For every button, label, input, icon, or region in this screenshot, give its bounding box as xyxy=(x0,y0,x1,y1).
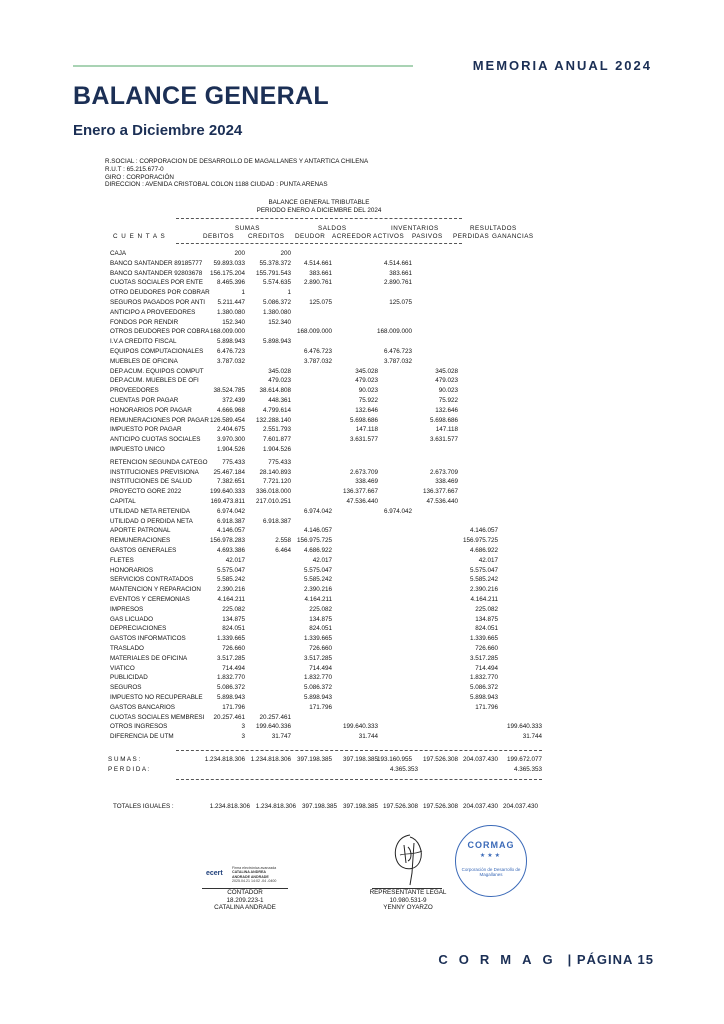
row-debitos-value: 8.465.396 xyxy=(216,279,245,287)
row-acreedor-value: 5.698.686 xyxy=(349,416,378,424)
row-debitos-value: 5.898.943 xyxy=(216,694,245,701)
row-debitos-value: 1 xyxy=(241,289,245,297)
row-account-name: IMPUESTO UNICO xyxy=(110,446,165,453)
row-account-name: MANTENCION Y REPARACION xyxy=(110,586,201,594)
row-debitos-value: 5.575.047 xyxy=(216,566,245,574)
row-debitos-value: 2.404.675 xyxy=(216,426,245,434)
row-account-name: BANCO SANTANDER 92803678 xyxy=(110,269,203,277)
row-account-name: OTROS INGRESOS xyxy=(110,723,168,731)
row-perdidas-value: 156.975.725 xyxy=(462,537,498,545)
row-deudor-value: 714.494 xyxy=(309,664,332,672)
row-account-name: DIFERENCIA DE UTM xyxy=(110,733,174,741)
row-activos-value: 6.476.723 xyxy=(383,348,412,355)
row-debitos-value: 2.390.216 xyxy=(216,586,245,594)
sumas-bottom-rule xyxy=(176,779,542,780)
row-perdidas-value: 1.832.770 xyxy=(469,674,498,682)
row-perdidas-value: 1.339.665 xyxy=(469,635,498,643)
row-activos-value: 383.661 xyxy=(389,269,412,277)
row-debitos-value: 4.146.057 xyxy=(216,527,245,535)
row-pasivos-value: 338.469 xyxy=(435,478,458,486)
totales-activos-value: 197.526.308 xyxy=(382,803,418,810)
sumas-deudor-value: 397.198.385 xyxy=(296,756,332,763)
row-account-name: DEPRECIACIONES xyxy=(110,625,167,633)
row-account-name: MATERIALES DE OFICINA xyxy=(110,654,188,662)
row-pasivos-value: 147.118 xyxy=(435,426,458,434)
row-creditos-value: 28.140.893 xyxy=(259,468,291,476)
row-perdidas-value: 4.686.922 xyxy=(469,547,498,554)
row-deudor-value: 156.975.725 xyxy=(296,537,332,545)
row-pasivos-value: 75.922 xyxy=(438,397,458,404)
col-deudor: DEUDOR xyxy=(295,233,326,240)
row-account-name: UTILIDAD NETA RETENIDA xyxy=(110,507,191,515)
row-deudor-value: 4.686.922 xyxy=(303,547,332,554)
row-creditos-value: 2.558 xyxy=(275,537,291,545)
row-perdidas-value: 5.575.047 xyxy=(469,566,498,574)
company-name: R.SOCIAL : CORPORACION DE DESARROLLO DE MAGALLANES Y ANTARTICA CHILENA xyxy=(105,158,369,165)
row-acreedor-value: 479.023 xyxy=(355,377,378,385)
row-creditos-value: 448.361 xyxy=(268,397,291,404)
row-acreedor-value: 90.023 xyxy=(358,387,378,395)
row-deudor-value: 42.017 xyxy=(312,556,332,564)
row-account-name: MUEBLES DE OFICINA xyxy=(110,357,178,365)
row-deudor-value: 5.585.242 xyxy=(303,576,332,584)
row-deudor-value: 2.890.761 xyxy=(303,279,332,287)
row-activos-value: 4.514.661 xyxy=(383,259,412,267)
contador-name: CATALINA ANDRADE xyxy=(214,904,276,912)
row-debitos-value: 5.211.447 xyxy=(217,299,245,306)
row-creditos-value: 345.028 xyxy=(268,367,291,375)
col-creditos: CREDITOS xyxy=(248,233,285,240)
row-account-name: OTROS DEUDORES POR COBRA xyxy=(110,328,210,336)
row-deudor-value: 4.164.211 xyxy=(304,596,332,603)
row-perdidas-value: 134.875 xyxy=(475,615,498,623)
stamp-stars: ★★★ xyxy=(479,852,503,859)
row-creditos-value: 6.464 xyxy=(275,547,291,554)
page-title: BALANCE GENERAL xyxy=(73,82,329,110)
row-debitos-value: 6.476.723 xyxy=(216,348,245,355)
row-debitos-value: 775.433 xyxy=(222,458,245,466)
row-account-name: PROYECTO GORE 2022 xyxy=(110,488,182,496)
row-pasivos-value: 3.631.577 xyxy=(429,436,458,444)
row-perdidas-value: 3.517.285 xyxy=(469,654,498,662)
row-debitos-value: 7.382.651 xyxy=(216,478,245,486)
ecert-line: ANDRADE ANDRADE xyxy=(232,874,269,879)
row-acreedor-value: 2.673.709 xyxy=(349,468,378,476)
row-debitos-value: 225.082 xyxy=(222,605,245,613)
row-debitos-value: 168.009.000 xyxy=(209,328,245,336)
row-acreedor-value: 199.640.333 xyxy=(342,723,378,731)
ecert-text xyxy=(232,866,276,883)
totales-creditos-value: 1.234.818.306 xyxy=(255,803,296,810)
row-account-name: ANTICIPO CUOTAS SOCIALES xyxy=(110,436,201,444)
row-acreedor-value: 75.922 xyxy=(358,397,378,404)
handwritten-signature xyxy=(388,833,432,887)
sumas-top-rule xyxy=(176,750,542,751)
totales-label: TOTALES IGUALES : xyxy=(113,803,174,810)
row-deudor-value: 5.898.943 xyxy=(303,694,332,701)
sumas-perdidas-value: 204.037.430 xyxy=(462,756,498,763)
company-info xyxy=(105,158,368,189)
row-debitos-value: 156.175.204 xyxy=(209,269,245,277)
row-creditos-value: 479.023 xyxy=(268,377,291,385)
row-creditos-value: 152.340 xyxy=(268,318,291,326)
row-debitos-value: 25.467.184 xyxy=(213,468,245,476)
row-activos-value: 6.974.042 xyxy=(383,507,412,515)
col-group-resultados: RESULTADOS xyxy=(470,225,517,232)
row-debitos-value: 5.898.943 xyxy=(216,338,245,346)
company-giro: GIRO : CORPORACIÓN xyxy=(105,173,174,181)
row-account-name: INSTITUCIONES PREVISIONA xyxy=(110,468,199,476)
row-account-name: TRASLADO xyxy=(110,645,144,652)
row-creditos-value: 336.018.000 xyxy=(255,488,291,496)
row-debitos-value: 3 xyxy=(241,723,245,731)
row-debitos-value: 156.978.283 xyxy=(209,537,245,545)
row-creditos-value: 7.601.877 xyxy=(262,436,291,444)
row-creditos-value: 1.380.080 xyxy=(262,308,291,316)
row-perdidas-value: 4.164.211 xyxy=(470,596,498,603)
row-account-name: FLETES xyxy=(110,556,134,564)
row-deudor-value: 5.575.047 xyxy=(303,566,332,574)
row-deudor-value: 6.476.723 xyxy=(303,348,332,355)
row-creditos-value: 7.721.120 xyxy=(262,478,291,486)
totales-debitos-value: 1.234.818.306 xyxy=(209,803,250,810)
sumas-creditos-value: 1.234.818.306 xyxy=(250,756,291,763)
row-creditos-value: 5.086.372 xyxy=(262,299,291,306)
header-divider xyxy=(73,65,413,67)
row-deudor-value: 824.051 xyxy=(309,625,332,633)
row-deudor-value: 1.832.770 xyxy=(303,674,332,682)
representante-rut: 10.980.531-9 xyxy=(389,896,427,904)
row-account-name: ANTICIPO A PROVEEDORES xyxy=(110,308,196,316)
row-creditos-value: 155.791.543 xyxy=(255,269,291,277)
row-account-name: OTRO DEUDORES POR COBRAR xyxy=(110,289,210,297)
row-debitos-value: 1.904.526 xyxy=(216,446,245,453)
row-creditos-value: 20.257.461 xyxy=(259,713,291,721)
row-deudor-value: 225.082 xyxy=(309,605,332,613)
page-footer xyxy=(438,952,654,967)
stamp-text: Corporación de Desarrollo de Magallanes xyxy=(461,866,521,877)
row-acreedor-value: 3.631.577 xyxy=(349,436,378,444)
col-cuentas: C U E N T A S xyxy=(113,233,166,240)
row-creditos-value: 6.918.387 xyxy=(262,517,291,525)
row-activos-value: 168.009.000 xyxy=(376,328,412,336)
col-activos: ACTIVOS xyxy=(373,233,405,240)
contador-role: CONTADOR xyxy=(227,889,263,896)
totales-acreedor-value: 397.198.385 xyxy=(342,803,378,810)
row-account-name: HONORARIOS POR PAGAR xyxy=(110,406,192,414)
representante-name: YENNY OYARZO xyxy=(383,904,433,912)
row-pasivos-value: 132.646 xyxy=(435,406,458,414)
row-account-name: IMPRESOS xyxy=(110,605,144,613)
row-account-name: GASTOS INFORMATICOS xyxy=(110,635,186,643)
row-account-name: HONORARIOS xyxy=(110,566,154,574)
row-acreedor-value: 345.028 xyxy=(355,367,378,375)
footer-brand: CORMAG xyxy=(438,952,564,967)
stamp-name: CORMAG xyxy=(467,839,515,850)
row-pasivos-value: 345.028 xyxy=(435,367,458,375)
row-pasivos-value: 47.536.440 xyxy=(426,498,458,505)
row-account-name: EVENTOS Y CEREMONIAS xyxy=(110,596,190,603)
row-deudor-value: 125.075 xyxy=(309,299,332,306)
header-top-rule xyxy=(176,218,462,219)
row-creditos-value: 200 xyxy=(280,250,291,257)
row-debitos-value: 4.693.386 xyxy=(216,547,245,554)
row-acreedor-value: 47.536.440 xyxy=(346,498,378,505)
row-account-name: PUBLICIDAD xyxy=(110,674,148,682)
ecert-signature-badge xyxy=(206,866,286,888)
row-debitos-value: 171.796 xyxy=(222,703,245,711)
col-debitos: DEBITOS xyxy=(203,233,235,240)
row-account-name: CUOTAS SOCIALES MEMBRESI xyxy=(110,713,205,721)
company-address: DIRECCION : AVENIDA CRISTOBAL COLON 1188 CIUDAD : PUNTA ARENAS xyxy=(105,181,328,189)
row-account-name: DEP.ACUM. MUEBLES DE OFI xyxy=(110,377,199,385)
row-activos-value: 2.890.761 xyxy=(383,279,412,287)
row-account-name: CUENTAS POR PAGAR xyxy=(110,397,179,404)
cormag-stamp xyxy=(455,825,527,897)
page-subtitle: Enero a Diciembre 2024 xyxy=(73,122,243,139)
row-deudor-value: 3.517.285 xyxy=(303,654,332,662)
row-debitos-value: 134.875 xyxy=(222,615,245,623)
row-deudor-value: 134.875 xyxy=(309,615,332,623)
col-acreedor: ACREEDOR xyxy=(332,233,372,240)
row-debitos-value: 38.524.785 xyxy=(213,387,245,395)
ecert-logo: ecert xyxy=(206,870,223,877)
ecert-line: 2025.04.21 14:02 -04 -0400 xyxy=(232,878,277,883)
report-title-text: BALANCE GENERAL TRIBUTABLE xyxy=(268,199,370,206)
row-deudor-value: 3.787.032 xyxy=(303,357,332,365)
row-creditos-value: 132.288.140 xyxy=(255,416,291,424)
row-debitos-value: 20.257.461 xyxy=(213,713,245,721)
row-creditos-value: 775.433 xyxy=(268,458,291,466)
perdida-label: P E R D I D A : xyxy=(108,766,150,773)
sumas-label: S U M A S : xyxy=(108,756,141,763)
row-debitos-value: 824.051 xyxy=(222,625,245,633)
row-perdidas-value: 726.660 xyxy=(475,645,498,652)
row-creditos-value: 2.551.793 xyxy=(262,426,291,434)
row-debitos-value: 5.086.372 xyxy=(216,684,245,692)
perdida-pasivo-value: 4.365.353 xyxy=(389,766,418,773)
row-deudor-value: 171.796 xyxy=(309,703,332,711)
totales-ganancias-value: 204.037.430 xyxy=(502,803,538,810)
row-debitos-value: 714.494 xyxy=(222,664,245,672)
row-perdidas-value: 5.086.372 xyxy=(469,684,498,692)
row-account-name: INSTITUCIONES DE SALUD xyxy=(110,478,192,486)
row-debitos-value: 1.339.665 xyxy=(216,635,245,643)
row-creditos-value: 199.640.336 xyxy=(255,723,291,731)
row-perdidas-value: 42.017 xyxy=(478,556,498,564)
row-debitos-value: 6.974.042 xyxy=(216,507,245,515)
sumas-ganancias-value: 199.672.077 xyxy=(506,756,542,763)
row-debitos-value: 42.017 xyxy=(225,556,245,564)
row-account-name: IMPUESTO POR PAGAR xyxy=(110,426,182,434)
ecert-line: Firma electrónica avanzada xyxy=(232,866,277,870)
row-debitos-value: 200 xyxy=(234,250,245,257)
row-debitos-value: 199.640.333 xyxy=(209,488,245,496)
row-account-name: RETENCION SEGUNDA CATEGO xyxy=(110,458,208,466)
representante-signature-block xyxy=(362,889,454,912)
row-account-name: CAJA xyxy=(110,250,127,257)
col-group-saldos: SALDOS xyxy=(318,225,347,232)
sumas-pasivos-value: 197.526.308 xyxy=(422,756,458,763)
row-pasivos-value: 90.023 xyxy=(438,387,458,395)
row-acreedor-value: 136.377.667 xyxy=(342,488,378,496)
row-perdidas-value: 5.585.242 xyxy=(469,576,498,584)
col-perdidas: PERDIDAS xyxy=(453,233,490,240)
header-bottom-rule xyxy=(176,243,462,244)
row-deudor-value: 5.086.372 xyxy=(303,684,332,692)
row-debitos-value: 372.439 xyxy=(222,397,245,404)
row-deudor-value: 726.660 xyxy=(309,645,332,652)
row-account-name: VIATICO xyxy=(110,664,135,672)
sumas-activos-value: 193.160.955 xyxy=(376,756,412,763)
row-pasivos-value: 479.023 xyxy=(435,377,458,385)
row-account-name: GASTOS GENERALES xyxy=(110,547,177,554)
row-deudor-value: 6.974.042 xyxy=(303,507,332,515)
row-debitos-value: 726.660 xyxy=(222,645,245,652)
row-deudor-value: 1.339.665 xyxy=(303,635,332,643)
row-account-name: CUOTAS SOCIALES POR ENTE xyxy=(110,279,203,287)
row-account-name: CAPITAL xyxy=(110,498,136,505)
report-period: PERIODO ENERO A DICIEMBRE DEL 2024 xyxy=(256,206,382,214)
row-debitos-value: 6.918.387 xyxy=(216,517,245,525)
totales-deudor-value: 397.198.385 xyxy=(301,803,337,810)
col-group-inventarios: INVENTARIOS xyxy=(391,225,439,232)
report-title xyxy=(176,199,462,214)
row-creditos-value: 31.747 xyxy=(271,733,291,741)
row-perdidas-value: 714.494 xyxy=(475,664,498,672)
row-creditos-value: 38.614.808 xyxy=(259,387,291,395)
row-perdidas-value: 2.390.216 xyxy=(469,586,498,594)
row-account-name: SEGUROS xyxy=(110,684,142,692)
row-debitos-value: 3.970.300 xyxy=(216,436,245,444)
row-account-name: PROVEEDORES xyxy=(110,387,159,395)
row-ganancias-value: 31.744 xyxy=(522,733,542,741)
company-rut: R.U.T : 65.215.677-0 xyxy=(105,165,164,173)
row-acreedor-value: 338.469 xyxy=(355,478,378,486)
row-deudor-value: 383.661 xyxy=(309,269,332,277)
row-perdidas-value: 5.898.943 xyxy=(469,694,498,701)
row-account-name: FONDOS POR RENDIR xyxy=(110,318,179,326)
row-debitos-value: 59.893.033 xyxy=(213,259,245,267)
footer-page: | PÁGINA 15 xyxy=(567,952,654,967)
row-account-name: BANCO SANTANDER 89185777 xyxy=(110,259,203,267)
row-acreedor-value: 31.744 xyxy=(358,733,378,741)
row-account-name: GAS LICUADO xyxy=(110,615,154,623)
row-debitos-value: 1.832.770 xyxy=(216,674,245,682)
row-debitos-value: 169.473.811 xyxy=(210,498,245,505)
ecert-line: CATALINA ANDREA xyxy=(232,870,266,875)
row-deudor-value: 4.514.661 xyxy=(303,259,332,267)
row-pasivos-value: 5.698.686 xyxy=(429,416,458,424)
row-acreedor-value: 147.118 xyxy=(355,426,378,434)
row-account-name: DEP.ACUM. EQUIPOS COMPUT xyxy=(110,367,204,375)
row-perdidas-value: 171.796 xyxy=(475,703,498,711)
row-debitos-value: 5.585.242 xyxy=(216,576,245,584)
col-pasivos: PASIVOS xyxy=(412,233,443,240)
row-creditos-value: 1 xyxy=(287,289,291,297)
row-creditos-value: 4.799.614 xyxy=(262,406,291,414)
sumas-debitos-value: 1.234.818.306 xyxy=(204,756,245,763)
perdida-ganancia-value: 4.365.353 xyxy=(513,766,542,773)
row-debitos-value: 1.380.080 xyxy=(216,308,245,316)
row-acreedor-value: 132.646 xyxy=(355,406,378,414)
row-account-name: IMPUESTO NO RECUPERABLE xyxy=(110,694,203,701)
contador-rut: 18.209.223-1 xyxy=(226,896,264,904)
row-account-name: SEGUROS PAGADOS POR ANTI xyxy=(110,299,206,306)
row-creditos-value: 5.574.635 xyxy=(262,279,291,287)
memoria-label: MEMORIA ANUAL 2024 xyxy=(472,58,652,73)
totales-perdidas-value: 204.037.430 xyxy=(462,803,498,810)
sumas-acreedor-value: 397.198.385 xyxy=(342,756,378,763)
row-account-name: EQUIPOS COMPUTACIONALES xyxy=(110,348,204,355)
row-perdidas-value: 4.146.057 xyxy=(469,527,498,535)
row-account-name: UTILIDAD O PERDIDA NETA xyxy=(110,517,193,525)
representante-role: REPRESENTANTE LEGAL xyxy=(369,889,447,896)
row-account-name: I.V.A CREDITO FISCAL xyxy=(110,338,177,346)
row-creditos-value: 1.904.526 xyxy=(262,446,291,453)
row-perdidas-value: 225.082 xyxy=(475,605,498,613)
row-debitos-value: 126.589.454 xyxy=(209,416,245,424)
row-account-name: GASTOS BANCARIOS xyxy=(110,703,175,711)
row-creditos-value: 55.378.372 xyxy=(259,259,291,267)
row-debitos-value: 3.787.032 xyxy=(216,357,245,365)
row-pasivos-value: 136.377.667 xyxy=(422,488,458,496)
row-deudor-value: 4.146.057 xyxy=(303,527,332,535)
row-perdidas-value: 824.051 xyxy=(475,625,498,633)
row-activos-value: 125.075 xyxy=(389,299,412,306)
row-debitos-value: 3.517.285 xyxy=(216,654,245,662)
row-creditos-value: 5.898.943 xyxy=(262,338,291,346)
row-deudor-value: 2.390.216 xyxy=(303,586,332,594)
row-activos-value: 3.787.032 xyxy=(383,357,412,365)
row-account-name: REMUNERACIONES POR PAGAR xyxy=(110,416,209,424)
col-group-sumas: SUMAS xyxy=(235,225,260,232)
totales-pasivos-value: 197.526.308 xyxy=(422,803,458,810)
contador-signature-block xyxy=(200,889,290,912)
row-account-name: REMUNERACIONES xyxy=(110,537,171,545)
row-creditos-value: 217.010.251 xyxy=(255,498,291,505)
row-account-name: APORTE PATRONAL xyxy=(110,527,171,535)
row-debitos-value: 3 xyxy=(241,733,245,741)
row-debitos-value: 152.340 xyxy=(222,318,245,326)
row-debitos-value: 4.164.211 xyxy=(217,596,245,603)
row-pasivos-value: 2.673.709 xyxy=(429,468,458,476)
row-account-name: SERVICIOS CONTRATADOS xyxy=(110,576,194,584)
row-deudor-value: 168.009.000 xyxy=(296,328,332,336)
row-ganancias-value: 199.640.333 xyxy=(506,723,542,731)
row-debitos-value: 4.666.968 xyxy=(216,406,245,414)
col-ganancias: GANANCIAS xyxy=(492,233,534,240)
